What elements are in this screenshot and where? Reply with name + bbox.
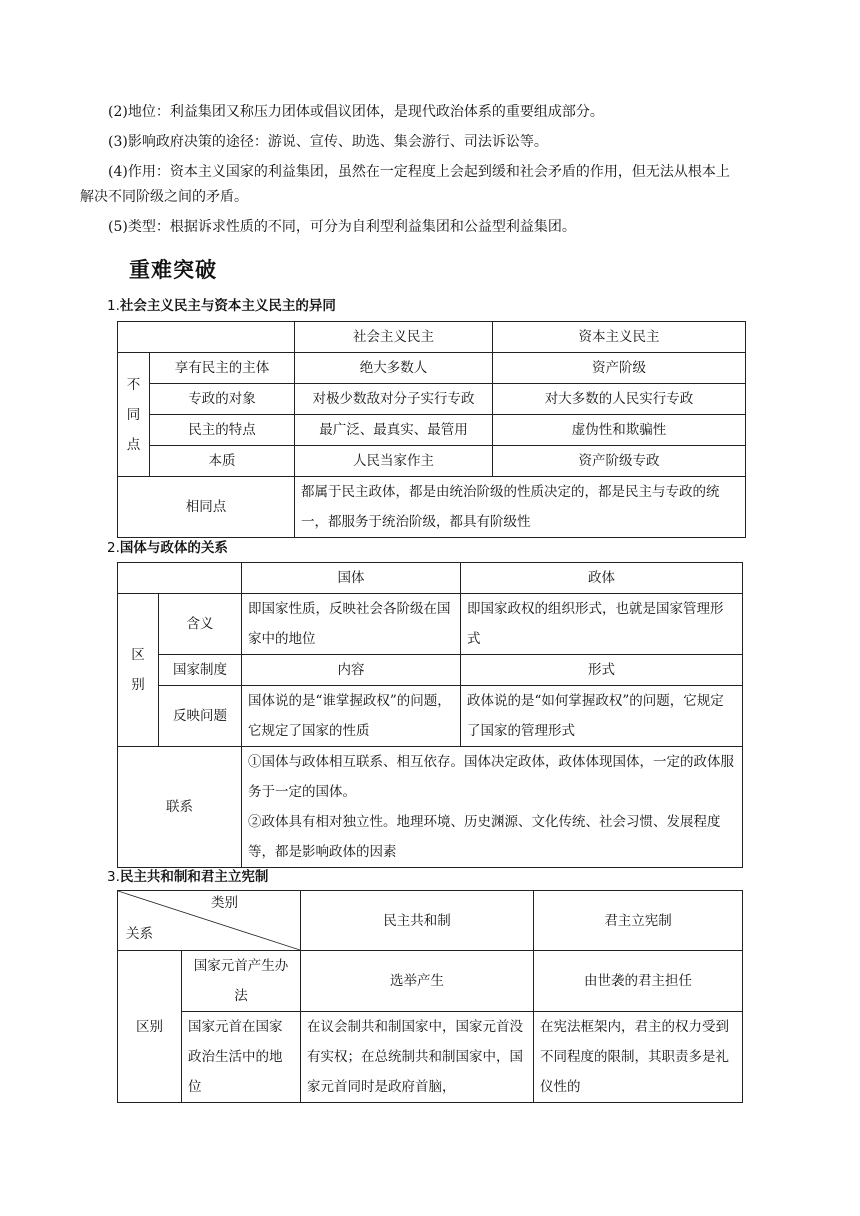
connection-point-1: ①国体与政体相互联系、相互依存。国体决定政体，政体体现国体，一定的政体服务于一定的国体。 bbox=[248, 754, 734, 800]
intro-paragraphs bbox=[80, 100, 786, 240]
row-label: 本质 bbox=[150, 446, 295, 477]
table-cell: 资产阶级专政 bbox=[493, 446, 746, 477]
table-cell: 对大多数的人民实行专政 bbox=[493, 384, 746, 415]
table-cell: 政体说的是“如何掌握政权”的问题，它规定了国家的管理形式 bbox=[461, 686, 743, 747]
section2-number: 2. bbox=[107, 540, 120, 556]
section1-number: 1. bbox=[107, 298, 120, 314]
section-heading: 重难突破 bbox=[129, 258, 217, 282]
row-label: 反映问题 bbox=[159, 686, 242, 747]
header-state-nature: 国体 bbox=[242, 563, 461, 594]
table-cell: 最广泛、最真实、最管用 bbox=[295, 415, 493, 446]
table-cell: 绝大多数人 bbox=[295, 353, 493, 384]
table-cell: 形式 bbox=[461, 655, 743, 686]
diagonal-header-cell bbox=[118, 891, 301, 951]
corner-relation-label: 关系 bbox=[126, 926, 153, 942]
row-label: 含义 bbox=[159, 594, 242, 655]
state-system-table bbox=[117, 562, 743, 868]
table-cell: 资产阶级 bbox=[493, 353, 746, 384]
table-cell: 在宪法框架内，君主的权力受到不同程度的限制，其职责多是礼仪性的 bbox=[534, 1012, 743, 1103]
differences-label: 不 同 点 bbox=[118, 353, 150, 477]
section3-title bbox=[107, 865, 268, 885]
paragraph-function-line1: (4)作用：资本主义国家的利益集团，虽然在一定程度上会起到缓和社会矛盾的作用，但无法从根本上 bbox=[108, 164, 730, 180]
differences-label: 区 别 bbox=[118, 594, 159, 747]
table-cell: 选举产生 bbox=[301, 951, 534, 1012]
table-cell: 在议会制共和制国家中，国家元首没有实权；在总统制共和制国家中，国家元首同时是政府首脑， bbox=[301, 1012, 534, 1103]
row-label: 国家元首在国家政治生活中的地位 bbox=[182, 1012, 301, 1103]
table-cell: 即国家性质，反映社会各阶级在国家中的地位 bbox=[242, 594, 461, 655]
section2-title bbox=[107, 536, 228, 556]
democracy-comparison-table bbox=[117, 321, 746, 538]
similarities-text: 都属于民主政体，都是由统治阶级的性质决定的，都是民主与专政的统一，都服务于统治阶级，都具有阶级性 bbox=[295, 477, 746, 538]
table-cell: 对极少数敌对分子实行专政 bbox=[295, 384, 493, 415]
paragraph-position: (2)地位：利益集团又称压力团体或倡议团体，是现代政治体系的重要组成部分。 bbox=[108, 104, 604, 120]
header-democratic-republic: 民主共和制 bbox=[301, 891, 534, 951]
row-label: 民主的特点 bbox=[150, 415, 295, 446]
section3-title-text: 民主共和制和君主立宪制 bbox=[119, 869, 269, 885]
row-label: 享有民主的主体 bbox=[150, 353, 295, 384]
empty-header-cell bbox=[118, 322, 295, 353]
row-label: 专政的对象 bbox=[150, 384, 295, 415]
differences-label: 区别 bbox=[118, 951, 182, 1103]
empty-header-cell bbox=[118, 563, 242, 594]
paragraph-types: (5)类型：根据诉求性质的不同，可分为自利型利益集团和公益型利益集团。 bbox=[108, 219, 576, 235]
table-cell: 由世袭的君主担任 bbox=[534, 951, 743, 1012]
section2-title-text: 国体与政体的关系 bbox=[119, 540, 228, 556]
table-cell: 虚伪性和欺骗性 bbox=[493, 415, 746, 446]
table-cell: 国体说的是“谁掌握政权”的问题，它规定了国家的性质 bbox=[242, 686, 461, 747]
header-constitutional-monarchy: 君主立宪制 bbox=[534, 891, 743, 951]
table-cell: 内容 bbox=[242, 655, 461, 686]
header-government-form: 政体 bbox=[461, 563, 743, 594]
paragraph-function-line2: 解决不同阶级之间的矛盾。 bbox=[80, 189, 248, 205]
paragraph-influence-paths: (3)影响政府决策的途径：游说、宣传、助选、集会游行、司法诉讼等。 bbox=[108, 134, 548, 150]
republic-monarchy-table bbox=[117, 890, 743, 1103]
header-socialist-democracy: 社会主义民主 bbox=[295, 322, 493, 353]
connection-label: 联系 bbox=[118, 747, 242, 868]
similarities-label: 相同点 bbox=[118, 477, 295, 538]
connection-point-2: ②政体具有相对独立性。地理环境、历史渊源、文化传统、社会习惯、发展程度等，都是影响政体的因素 bbox=[248, 814, 721, 860]
section1-title-text: 社会主义民主与资本主义民主的异同 bbox=[119, 298, 336, 314]
corner-category-label: 类别 bbox=[211, 895, 238, 911]
table-cell: 人民当家作主 bbox=[295, 446, 493, 477]
row-label: 国家元首产生办法 bbox=[182, 951, 301, 1012]
table-cell: 即国家政权的组织形式，也就是国家管理形式 bbox=[461, 594, 743, 655]
header-capitalist-democracy: 资本主义民主 bbox=[493, 322, 746, 353]
row-label: 国家制度 bbox=[159, 655, 242, 686]
connection-text bbox=[242, 747, 743, 868]
section1-title bbox=[107, 294, 336, 314]
section3-number: 3. bbox=[107, 869, 120, 885]
